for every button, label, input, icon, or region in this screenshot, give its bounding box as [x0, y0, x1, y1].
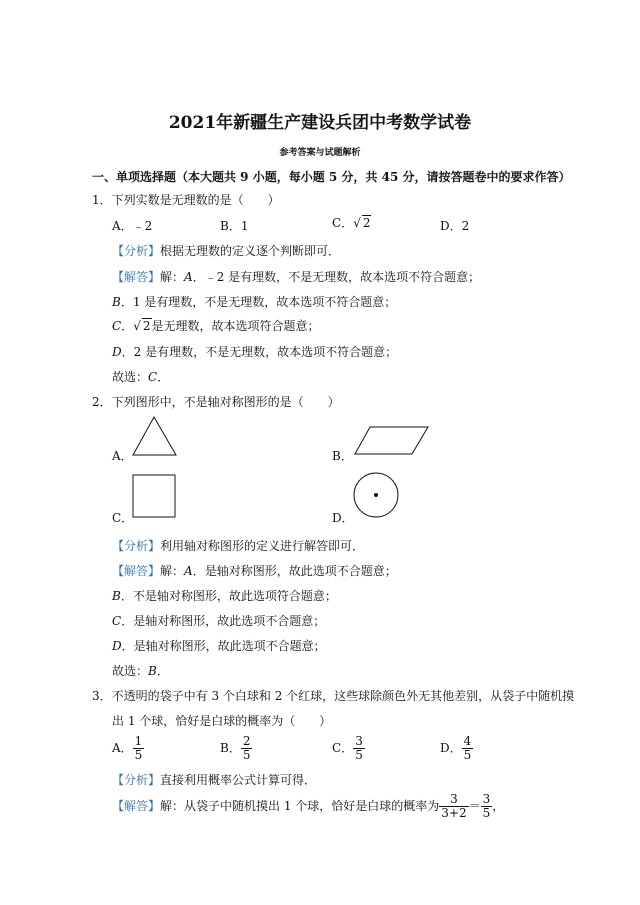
numerator: 3 [355, 734, 363, 748]
option-letter: C [112, 614, 122, 628]
choice-letter: C [148, 370, 158, 384]
q3-option-d [440, 735, 473, 762]
fraction [462, 735, 474, 762]
q1-solution-a [112, 268, 480, 285]
analysis-text: 利用轴对称图形的定义进行解答即可． [160, 539, 365, 553]
q3-stem-line2: 出 1 个球，恰好是白球的概率为（ ） [112, 714, 332, 728]
solution-text: ．﹣2 是有理数，不是无理数，故本选项不符合题意； [192, 270, 481, 284]
sqrt-expression: √ 2 [133, 319, 151, 333]
option-letter: A [184, 564, 193, 578]
numerator: 3 [439, 793, 468, 807]
solution-text: ．不是轴对称图形，故此选项符合题意； [120, 589, 337, 603]
q2-solution-d [112, 637, 326, 654]
section-heading: 一、单项选择题（本大题共 9 小题，每小题 5 分，共 45 分，请按答题卷中的要求作答） [92, 170, 571, 184]
q3-stem-line1: 3．不透明的袋子中有 3 个白球和 2 个红球，这些球除颜色外无其他差别，从袋子中随机摸 [92, 689, 575, 703]
q1-choice [112, 368, 169, 385]
option-label: C． [332, 216, 354, 230]
option-label: D． [440, 219, 462, 233]
q2-solution-c [112, 612, 325, 629]
option-text: ﹣2 [132, 219, 153, 233]
q3-option-a [112, 735, 144, 762]
solution-text: 解：从袋子中随机摸出 1 个球，恰好是白球的概率为 [160, 799, 440, 813]
fraction [439, 793, 468, 820]
denominator: 5 [242, 748, 251, 762]
sqrt-expression: √ 2 [353, 216, 371, 230]
option-label: A． [112, 741, 133, 755]
analysis-text: 根据无理数的定义逐个判断即可． [160, 244, 341, 258]
page-title: 2021年新疆生产建设兵团中考数学试卷 [168, 113, 472, 133]
option-letter: B [112, 295, 121, 309]
option-label: B． [220, 741, 241, 755]
circle-with-center-icon [352, 472, 402, 520]
fraction [241, 735, 253, 762]
option-text: 2 [461, 219, 470, 233]
analysis-tag: 【分析】 [112, 244, 161, 258]
q2-option-d-label: D． [332, 511, 354, 525]
choice-end: ． [156, 664, 169, 678]
solution-tag: 【解答】 [112, 799, 161, 813]
page-subtitle: 参考答案与试题解析 [279, 148, 361, 158]
solution-text: ．是轴对称图形，故此选项不合题意； [192, 564, 397, 578]
solution-tag: 【解答】 [112, 270, 161, 284]
q1-solution-c [112, 317, 320, 334]
option-letter: B [112, 589, 121, 603]
q1-option-a [112, 217, 152, 234]
radicand: 2 [362, 216, 371, 230]
equals-sign: ＝ [468, 799, 481, 813]
option-text: 1 [240, 219, 249, 233]
analysis-tag: 【分析】 [112, 539, 161, 553]
q2-solution-a [112, 562, 397, 579]
solution-lead: 解： [160, 564, 185, 578]
radicand: 2 [142, 319, 151, 333]
q2-option-c-label: C． [112, 511, 134, 525]
q3-solution [112, 793, 504, 820]
q1-solution-d [112, 343, 397, 360]
q1-option-b [220, 217, 248, 234]
q3-option-c [332, 735, 365, 762]
choice-letter: B [148, 664, 157, 678]
fraction [353, 735, 365, 762]
denominator: 5 [134, 748, 143, 762]
q1-option-c [332, 214, 371, 231]
q1-analysis [112, 242, 340, 259]
numerator: 2 [242, 734, 251, 748]
option-label: C． [332, 741, 354, 755]
solution-text: ．2 是有理数，不是无理数，故本选项不符合题意； [121, 345, 398, 359]
q2-option-a-label: A． [112, 449, 133, 463]
denominator: 5 [482, 806, 491, 820]
analysis-tag: 【分析】 [112, 773, 161, 787]
denominator: 5 [463, 748, 472, 762]
numerator: 4 [463, 734, 472, 748]
analysis-text: 直接利用概率公式计算可得． [160, 773, 317, 787]
separator: ． [121, 319, 134, 333]
option-label: D． [440, 741, 462, 755]
solution-tag: 【解答】 [112, 564, 161, 578]
q1-stem: 1．下列实数是无理数的是（ ） [92, 193, 280, 207]
choice-end: ． [157, 370, 170, 384]
square-icon [132, 474, 178, 518]
numerator: 1 [134, 734, 143, 748]
q3-option-b [220, 735, 252, 762]
option-letter: D [112, 345, 122, 359]
fraction [133, 735, 145, 762]
numerator: 3 [482, 792, 491, 806]
solution-text: ．是轴对称图形，故此选项不合题意； [121, 614, 326, 628]
solution-text: ．是轴对称图形，故此选项不合题意； [121, 639, 326, 653]
denominator: 3+2 [441, 806, 467, 820]
choice-lead: 故选： [112, 664, 149, 678]
denominator: 5 [355, 748, 363, 762]
option-letter: A [184, 270, 193, 284]
fraction [481, 793, 493, 820]
solution-text: ．1 是有理数，不是无理数，故本选项不符合题意； [120, 295, 397, 309]
q2-analysis [112, 537, 364, 554]
solution-text: 是无理数，故本选项符合题意； [151, 319, 320, 333]
q2-option-b-label: B． [332, 449, 353, 463]
q3-analysis [112, 771, 316, 788]
sentence-end: ， [492, 799, 505, 813]
parallelogram-icon [354, 426, 430, 456]
triangle-icon [132, 415, 178, 457]
option-letter: D [112, 639, 122, 653]
solution-lead: 解： [160, 270, 185, 284]
option-label: A． [112, 219, 133, 233]
q2-choice [112, 662, 169, 679]
q2-stem: 2．下列图形中，不是轴对称图形的是（ ） [92, 395, 340, 409]
q1-solution-b [112, 293, 396, 310]
option-label: B． [220, 219, 241, 233]
q1-option-d [440, 217, 469, 234]
option-letter: C [112, 319, 122, 333]
choice-lead: 故选： [112, 370, 149, 384]
q2-solution-b [112, 587, 337, 604]
